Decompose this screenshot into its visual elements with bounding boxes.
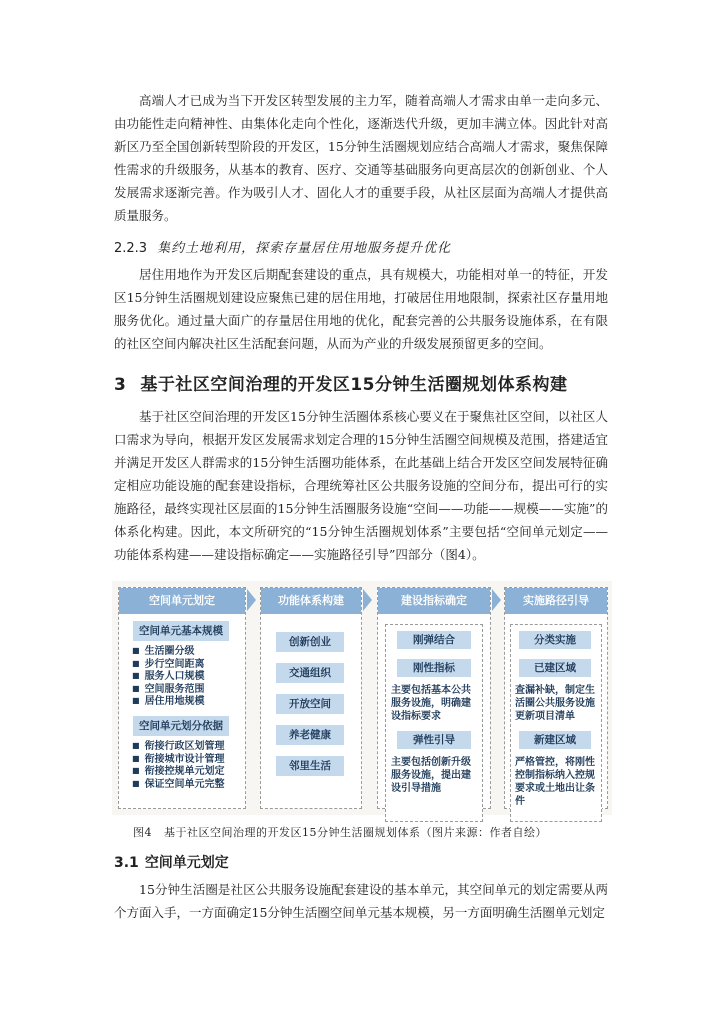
list-item: ■ 生活圈分级 [132, 646, 205, 659]
box-rigid-flexible: 刚弹结合 [397, 631, 471, 649]
section-heading-3-1 [114, 852, 229, 872]
column-header: 功能体系构建 [261, 588, 361, 614]
box-rigid-index: 刚性指标 [397, 659, 471, 677]
column-function-system [260, 587, 362, 809]
list-division-basis [132, 741, 225, 791]
box-basic-scale: 空间单元基本规模 [133, 621, 229, 641]
section-title: 空间单元划定 [144, 855, 229, 871]
figure-number: 图4 [133, 826, 152, 839]
function-item: 开放空间 [276, 694, 344, 714]
new-area-text: 严格管控，将刚性控制指标纳入控规要求或土地出让条件 [515, 757, 595, 807]
section-title: 集约土地利用，探索存量居住用地服务提升优化 [157, 241, 452, 256]
arrow-right-icon [492, 589, 501, 611]
rigid-index-text: 主要包括基本公共服务设施，明确建设指标要求 [391, 685, 471, 722]
arrow-right-icon [247, 589, 256, 611]
caption-text: 基于社区空间治理的开发区15分钟生活圈规划体系（图片来源：作者自绘） [164, 826, 547, 839]
section-number: 3 [114, 375, 127, 395]
section-title: 基于社区空间治理的开发区15分钟生活圈规划体系构建 [140, 375, 568, 395]
paragraph-residential-land: 居住用地作为开发区后期配套建设的重点，具有规模大，功能相对单一的特征，开发区15分钟生活圈规划建设应聚焦已建的居住用地，打破居住用地限制，探索社区存量用地服务优化。通过量大面广的存量居住用地的优化，配套完善的公共服务设施体系，在有限的社区空间内解决社区生活配套问题，从而为产业的升级发展预留更多的空间。 [114, 267, 608, 351]
list-item: ■ 衔接行政区划管理 [132, 741, 225, 754]
list-item: ■ 空间服务范围 [132, 684, 205, 697]
box-new-area: 新建区域 [519, 731, 591, 749]
figure-planning-system [112, 581, 612, 815]
list-item: ■ 服务人口规模 [132, 671, 205, 684]
paragraph-spatial-unit: 15分钟生活圈是社区公共服务设施配套建设的基本单元，其空间单元的划定需要从两个方面入手，一方面确定15分钟生活圈空间单元基本规模，另一方面明确生活圈单元划定 [114, 882, 608, 920]
built-area-text: 查漏补缺，制定生活圈公共服务设施更新项目清单 [515, 685, 595, 722]
column-header: 建设指标确定 [378, 588, 490, 614]
box-division-basis: 空间单元划分依据 [133, 716, 229, 736]
list-item: ■ 衔接控规单元划定 [132, 766, 225, 779]
column-header: 空间单元划定 [119, 588, 245, 614]
column-spatial-unit [118, 587, 246, 809]
flexible-guide-text: 主要包括创新升级服务设施，提出建设引导措施 [391, 757, 471, 794]
arrow-right-icon [363, 589, 372, 611]
column-implementation-path [504, 587, 608, 809]
list-item: ■ 保证空间单元完整 [132, 779, 225, 792]
function-item: 交通组织 [276, 663, 344, 683]
column-header: 实施路径引导 [505, 588, 607, 614]
section-number: 2.2.3 [114, 241, 148, 256]
section-number: 3.1 [114, 855, 139, 871]
function-item: 养老健康 [276, 725, 344, 745]
function-item: 邻里生活 [276, 756, 344, 776]
box-classified-implementation: 分类实施 [519, 631, 591, 649]
paragraph-talent: 高端人才已成为当下开发区转型发展的主力军，随着高端人才需求由单一走向多元、由功能性走向精神性、由集体化走向个性化，逐渐迭代升级，更加丰满立体。因此针对高新区乃至全国创新转型阶段的开发区，15分钟生活圈规划应结合高端人才需求，聚焦保障性需求的升级服务，从基本的教育、医疗、交通等基础服务向更高层次的创新创业、个人发展需求逐渐完善。作为吸引人才、固化人才的重要手段，从社区层面为高端人才提供高质量服务。 [114, 93, 608, 223]
column-construction-index [377, 587, 491, 809]
list-item: ■ 居住用地规模 [132, 696, 205, 709]
figure-caption [133, 824, 547, 840]
list-item: ■ 步行空间距离 [132, 659, 205, 672]
list-item: ■ 衔接城市设计管理 [132, 754, 225, 767]
paragraph-system-overview: 基于社区空间治理的开发区15分钟生活圈体系核心要义在于聚焦社区空间，以社区人口需求为导向，根据开发区发展需求划定合理的15分钟生活圈空间规模及范围，搭建适宜并满足开发区人群需求的15分钟生活圈功能体系，在此基础上结合开发区空间发展特征确定相应功能设施的配套建设指标，合理统筹社区公共服务设施的空间分布，提出可行的实施路径，最终实现社区层面的15分钟生活圈服务设施“空间——功能——规模——实施”的体系化构建。因此，本文所研究的“15分钟生活圈规划体系”主要包括“空间单元划定——功能体系构建——建设指标确定——实施路径引导”四部分（图4）。 [114, 409, 608, 562]
list-basic-scale [132, 646, 205, 709]
function-item: 创新创业 [276, 632, 344, 652]
section-heading-2-2-3 [114, 237, 451, 256]
section-heading-3 [114, 370, 568, 395]
box-built-area: 已建区域 [519, 659, 591, 677]
box-flexible-guide: 弹性引导 [397, 731, 471, 749]
